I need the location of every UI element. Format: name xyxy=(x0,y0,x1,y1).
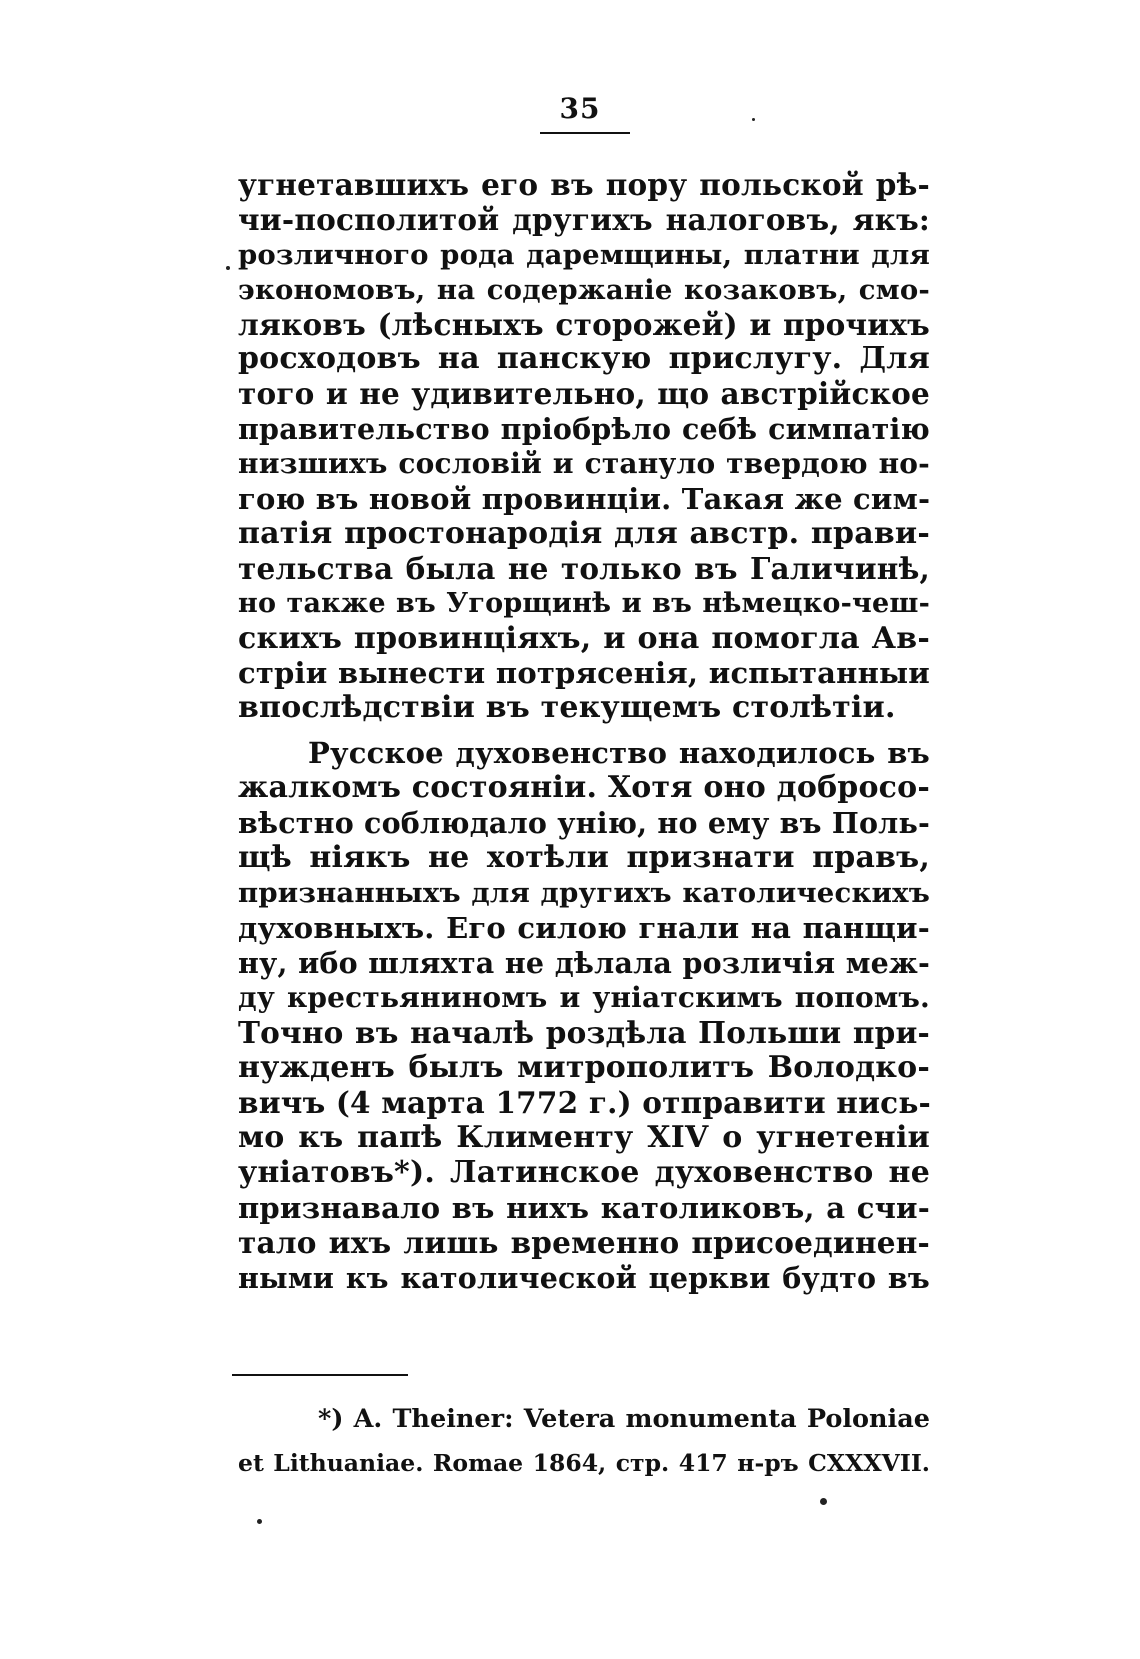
text-line: вичъ (4 марта 1772 г.) отправити нись- xyxy=(238,1085,931,1120)
print-speck xyxy=(226,266,230,270)
text-line: Русское духовенство находилось въ xyxy=(308,736,930,770)
text-line: вѣстно соблюдало унію, но ему въ Поль- xyxy=(238,806,931,840)
text-line: розличного рода даремщины, платни для xyxy=(238,239,930,271)
footnote-line: et Lithuaniae. Romae 1864, стр. 417 н-ръ CXXXVII. xyxy=(238,1449,930,1477)
footnote-rule xyxy=(232,1374,408,1376)
text-line: чи-посполитой другихъ налоговъ, якъ: xyxy=(238,202,930,237)
text-line: патія простонародія для австр. прави- xyxy=(238,516,930,551)
text-line: впослѣдствіи въ текущемъ столѣтіи. xyxy=(238,690,896,725)
text-line: щѣ ніякъ не хотѣли признати правъ, xyxy=(238,840,930,875)
text-line: Точно въ началѣ роздѣла Польши при- xyxy=(238,1015,930,1050)
text-line: мо къ папѣ Клименту XIV о угнетеніи xyxy=(238,1120,930,1155)
text-line: нужденъ былъ митрополитъ Володко- xyxy=(238,1050,930,1085)
text-line: угнетавшихъ его въ пору польской рѣ- xyxy=(238,167,930,202)
print-speck xyxy=(820,1498,827,1505)
text-line: скихъ провинціяхъ, и она помогла Ав- xyxy=(238,621,930,656)
text-line: уніатовъ*). Латинское духовенство не xyxy=(238,1155,930,1190)
text-line: низшихъ сословій и стануло твердою но- xyxy=(238,447,930,480)
text-line: признанныхъ для другихъ католическихъ xyxy=(238,877,930,909)
text-line: ну, ибо шляхта не дѣлала розличія меж- xyxy=(238,946,930,980)
text-line: ляковъ (лѣсныхъ сторожей) и прочихъ xyxy=(238,307,930,342)
text-line: гою въ новой провинціи. Такая же сим- xyxy=(238,482,931,516)
text-line: ными къ католической церкви будто въ xyxy=(238,1261,930,1295)
text-line: стріи вынести потрясенія, испытанныи xyxy=(238,656,930,690)
page-number: 35 xyxy=(559,92,601,125)
text-line: тало ихъ лишь временно присоединен- xyxy=(238,1225,930,1260)
print-speck xyxy=(752,118,755,121)
text-line: того и не удивительно, що австрійское xyxy=(238,376,930,411)
footnote-line: *) A. Theiner: Vetera monumenta Poloniae xyxy=(318,1404,930,1434)
page-number-rule xyxy=(540,132,630,134)
text-line: правительство пріобрѣло себѣ симпатію xyxy=(238,412,930,446)
text-line: признавало въ нихъ католиковъ, а счи- xyxy=(238,1191,930,1225)
text-line: но также въ Угорщинѣ и въ нѣмецко-чеш- xyxy=(238,588,930,619)
print-speck xyxy=(257,1519,262,1524)
text-line: тельства была не только въ Галичинѣ, xyxy=(238,551,930,586)
text-line: росходовъ на панскую прислугу. Для xyxy=(238,341,930,376)
text-line: экономовъ, на содержаніе козаковъ, смо- xyxy=(238,274,930,306)
text-line: ду крестьяниномъ и уніатскимъ попомъ. xyxy=(238,981,930,1014)
text-line: жалкомъ состояніи. Хотя оно добросо- xyxy=(238,770,930,805)
text-line: духовныхъ. Его силою гнали на панщи- xyxy=(238,911,930,945)
